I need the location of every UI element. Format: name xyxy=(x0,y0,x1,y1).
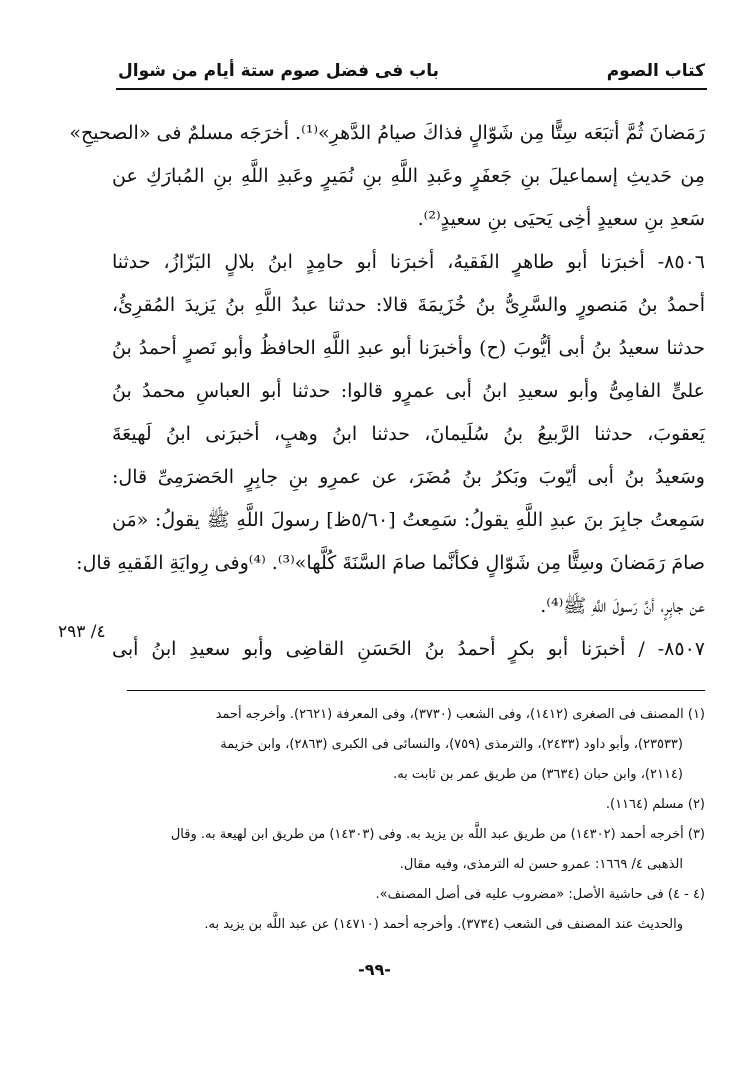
hadith-8507-line: ٨٥٠٧- / أخبرَنا أبو بكرٍ أحمدُ بنُ الحَسَنِ القاضِى وأبو سعيدِ ابنُ أبى xyxy=(112,638,705,660)
footnote-line: الذهبى ٤/ ١٦٦٩: عمرو حسن له الترمذى، وفيه مقال. xyxy=(399,857,683,872)
header-rule xyxy=(116,88,707,90)
text-line: مِن حَديثِ إسماعيلَ بنِ جَعفَرٍ وعَبدِ اللَّهِ بنِ نُمَيرٍ وعَبدِ اللَّهِ بنِ المُبارَكِ عن xyxy=(112,165,705,187)
footnote-line: (٣) أخرجه أحمد (١٤٣٠٢) من طريق عبد اللَّه بن يزيد به. وفى (١٤٣٠٣) من طريق ابن لهيعة به. وقال xyxy=(170,827,705,842)
footnote-line: (٤ - ٤) فى حاشية الأصل: «مضروب عليه فى أصل المصنف». xyxy=(375,887,705,902)
footnote-line: (٢) مسلم (١١٦٤). xyxy=(605,797,705,812)
text-line: أحمدُ بنُ مَنصورٍ والسَّرِىُّ بنُ خُزَيمَةَ قالا: حدثنا عبدُ اللَّهِ بنُ يَزيدَ المُقرِئُ، xyxy=(112,294,705,316)
running-header xyxy=(118,58,705,84)
footnote-line: والحديث عند المصنف فى الشعب (٣٧٣٤). وأخرجه أحمد (١٤٧١٠) عن عبد اللَّه بن يزيد به. xyxy=(204,917,683,932)
book-title: كتاب الصوم xyxy=(606,61,705,81)
footnotes xyxy=(112,700,705,940)
text-line: سَمِعتُ جابِرَ بنَ عبدِ اللَّهِ يقولُ: سَمِعتُ [٥/٦٠ظ] رسولَ اللَّهِ ﷺ يقولُ: «مَن xyxy=(112,509,705,531)
text-line: حدثنا سعيدُ بنُ أبى أيُّوبَ (ح) وأخبرَنا أبو عبدِ اللَّهِ الحافظُ وأبو نَصرٍ أحمدُ بنُ xyxy=(112,337,705,359)
page-number: -٩٩- xyxy=(358,960,391,979)
text-line: علىٍّ الفامِىُّ وأبو سعيدِ ابنُ أبى عمرٍو قالوا: حدثنا أبو العباسِ محمدُ بنُ xyxy=(112,380,705,402)
text-line: يَعقوبَ، حدثنا الرَّبيعُ بنُ سُلَيمانَ، حدثنا ابنُ وهبٍ، أخبرَنى ابنُ لَهيعَةَ xyxy=(112,423,705,445)
chapter-title: باب فى فضل صوم ستة أيام من شوال xyxy=(118,61,440,81)
text-line: وسَعيدُ بنُ أبى أيّوبَ وبَكرُ بنُ مُضَرَ، عن عمرِو بنِ جابِرٍ الحَضرَمِىِّ قال: xyxy=(112,466,705,488)
hadith-8506-line: ٨٥٠٦- أخبرَنا أبو طاهرٍ الفَقيهُ، أخبرَنا أبو حامِدٍ ابنُ بلالٍ البَزّازُ، حدثنا xyxy=(112,251,705,273)
margin-volume-page-reference: ٤/ ٢٩٣ xyxy=(58,622,106,642)
text-line: رَمَضانَ ثُمَّ أتبَعَه سِتًّا مِن شَوّالٍ فذاكَ صيامُ الدَّهرِ»⁽¹⁾. أخرَجَه مسلمٌ فى «الصحيحِ» xyxy=(69,122,705,144)
footnote-rule xyxy=(127,690,705,691)
footnote-line: (٢٣٥٣٣)، وأبو داود (٢٤٣٣)، والترمذى (٧٥٩)، والنسائى فى الكبرى (٢٨٦٣)، وابن خزيمة xyxy=(220,737,683,752)
text-line: عن جابِرٍ، أنَّ رَسولَ اللَّهِ ﷺ⁽⁴⁾. xyxy=(540,595,705,617)
text-line: سَعدِ بنِ سعيدٍ أخِى يَحيَى بنِ سعيدٍ⁽²⁾. xyxy=(417,208,705,230)
text-line: صامَ رَمَضانَ وسِتًّا مِن شَوّالٍ فكأنَّما صامَ السَّنَةَ كُلَّها»⁽³⁾. ⁽⁴⁾وفى رِوايَةِ الفَقيهِ قال: xyxy=(76,552,705,574)
footnote-line: (١) المصنف فى الصغرى (١٤١٢)، وفى الشعب (٣٧٣٠)، وفى المعرفة (٢٦٢١). وأخرجه أحمد xyxy=(215,707,705,722)
footnote-line: (٢١١٤)، وابن حبان (٣٦٣٤) من طريق عمر بن ثابت به. xyxy=(393,767,683,782)
